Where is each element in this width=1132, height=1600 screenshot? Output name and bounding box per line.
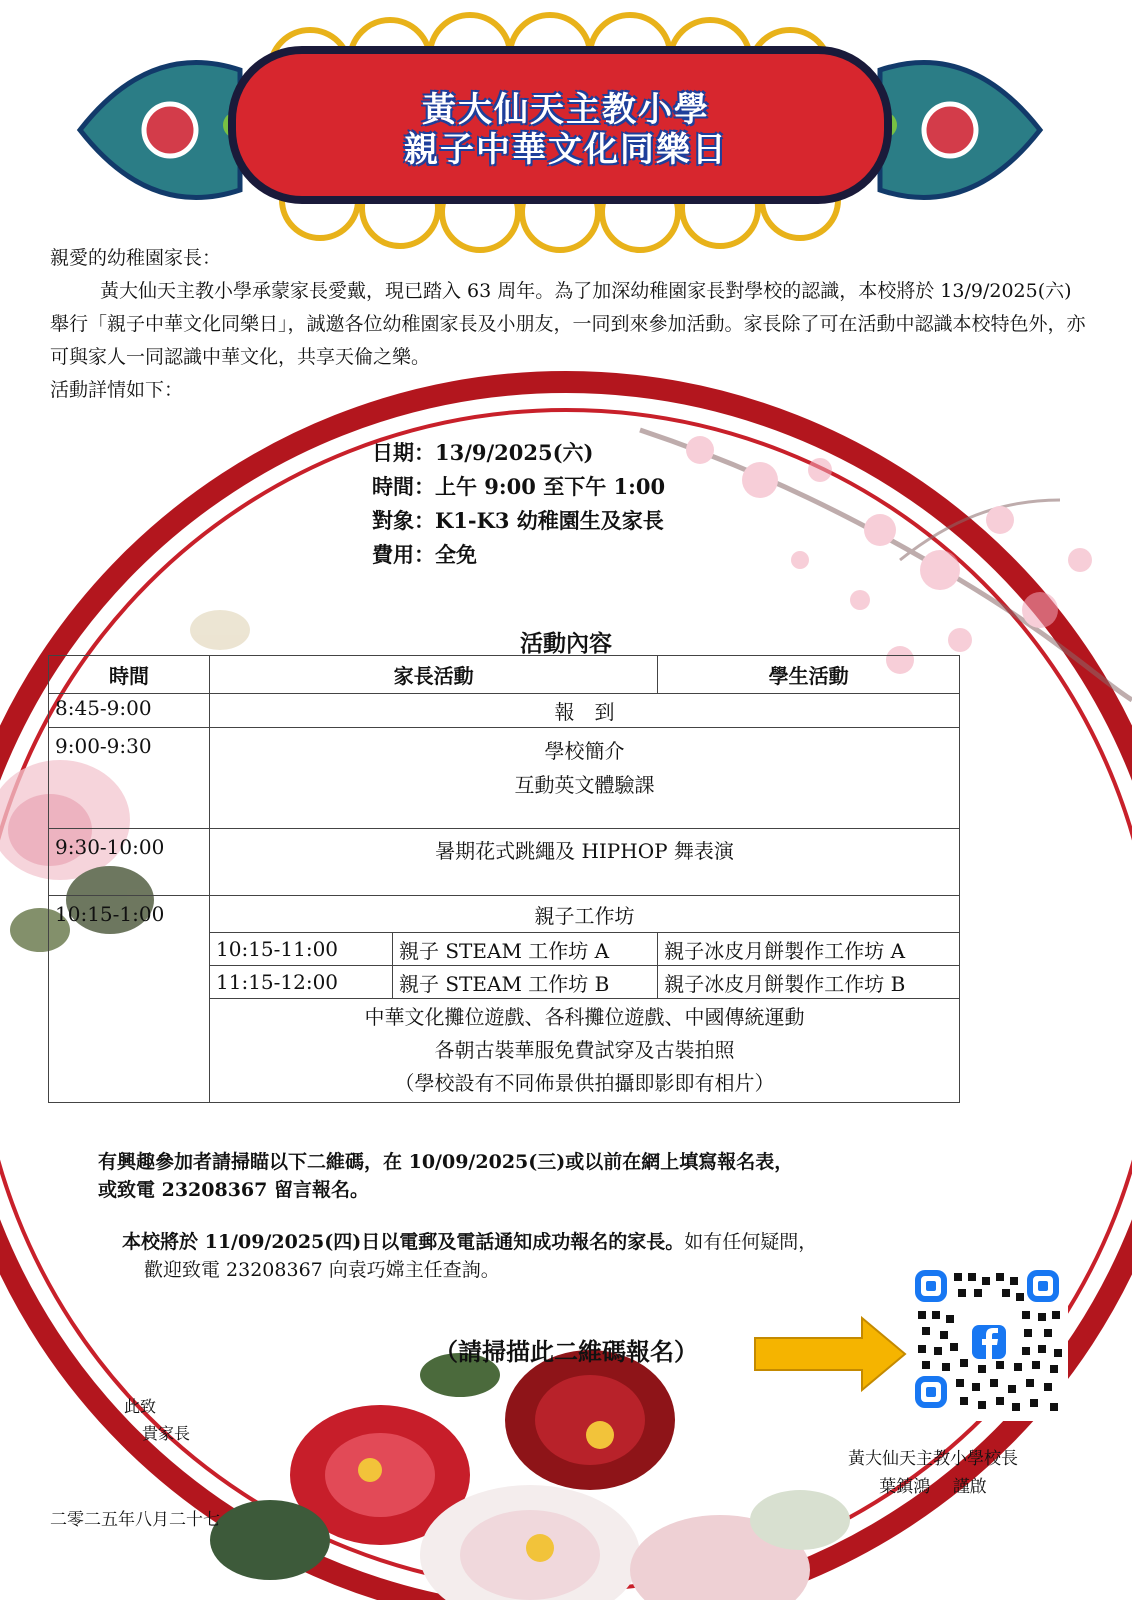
notify-bold: 本校將於 11/09/2025(四)日以電郵及電話通知成功報名的家長。 [122,1231,685,1253]
workshop-time: 10:15-11:00 [210,933,393,966]
banner-title-line2: 親子中華文化同樂日 [404,130,728,170]
row-activity-line2: 互動英文體驗課 [514,773,655,797]
letter-body: 黃大仙天主教小學承蒙家長愛戴，現已踏入 63 周年。為了加深幼稚園家長對學校的認識，本校將於 13/9/2025(六)舉行「親子中華文化同樂日」，誠邀各位幼稚園家長及小朋友，一同到來參加活動。家長除了可在活動中認識本校特色外，亦可與家人一同認識中華文化，共享天倫之樂。 [50,280,1086,368]
salutation: 親愛的幼稚園家長： [50,247,222,269]
extra-line3: （學校設有不同佈景供拍攝即影即有相片） [394,1071,775,1095]
row-time: 10:15-1:00 [49,896,210,1103]
banner-title-line1: 黃大仙天主教小學 [422,90,710,130]
bottom-peony-decoration [210,1350,850,1600]
event-details [372,436,665,572]
detail-date: 日期：13/9/2025(六) [372,440,594,465]
extra-line1: 中華文化攤位遊戲、各科攤位遊戲、中國傳統運動 [364,1005,805,1029]
header-parent: 家長活動 [210,656,658,694]
row-activity-line1: 學校簡介 [544,739,625,763]
notify-line2: 歡迎致電 23208367 向袁巧嫦主任查詢。 [144,1259,500,1281]
scan-prompt: （請掃描此二維碼報名） [434,1337,698,1366]
table-row [49,896,960,933]
schedule-title: 活動內容 [520,630,612,657]
extra-line2: 各朝古裝華服免費試穿及古裝拍照 [434,1038,735,1062]
signoff-right [848,1445,1018,1501]
table-row [49,694,960,728]
table-header-row [49,656,960,694]
workshop-b: 親子冰皮月餅製作工作坊 A [658,933,960,966]
table-row [49,829,960,896]
registration-note [98,1148,998,1204]
detail-target: 對象：K1-K3 幼稚園生及家長 [372,508,664,533]
header-student: 學生活動 [658,656,960,694]
row-time: 8:45-9:00 [49,694,210,728]
detail-time: 時間：上午 9:00 至下午 1:00 [372,474,666,499]
row-activity: 暑期花式跳繩及 HIPHOP 舞表演 [210,829,960,896]
register-line2: 或致電 23208367 留言報名。 [98,1179,369,1201]
principal-name: 葉鎮鴻 謹啟 [879,1477,987,1497]
row-activity: 親子工作坊 [210,896,960,933]
register-line1: 有興趣參加者請掃瞄以下二維碼，在 10/09/2025(三)或以前在網上填寫報名表， [98,1151,794,1173]
row-time: 9:30-10:00 [49,829,210,896]
detail-fee: 費用：全免 [372,542,477,567]
registration-qr-code[interactable] [912,1267,1068,1421]
letter-closing: 活動詳情如下： [50,379,184,401]
notify-rest: 如有任何疑問， [684,1231,818,1253]
workshop-time: 11:15-12:00 [210,966,393,999]
signoff-line1: 此致 [124,1397,157,1416]
notification-note [122,1228,1002,1284]
principal-title: 黃大仙天主教小學校長 [848,1449,1018,1469]
intro-letter [50,242,1090,407]
schedule-table [48,655,960,1103]
row-time: 9:00-9:30 [49,728,210,829]
row-activity: 報 到 [210,694,960,728]
header-time: 時間 [49,656,210,694]
workshop-b: 親子冰皮月餅製作工作坊 B [658,966,960,999]
signoff-left [124,1393,190,1447]
signoff-line2: 貴家長 [142,1424,191,1443]
workshop-a: 親子 STEAM 工作坊 B [393,966,658,999]
letter-date: 二零二五年八月二十七 [50,1510,220,1530]
workshop-a: 親子 STEAM 工作坊 A [393,933,658,966]
table-row [49,728,960,829]
